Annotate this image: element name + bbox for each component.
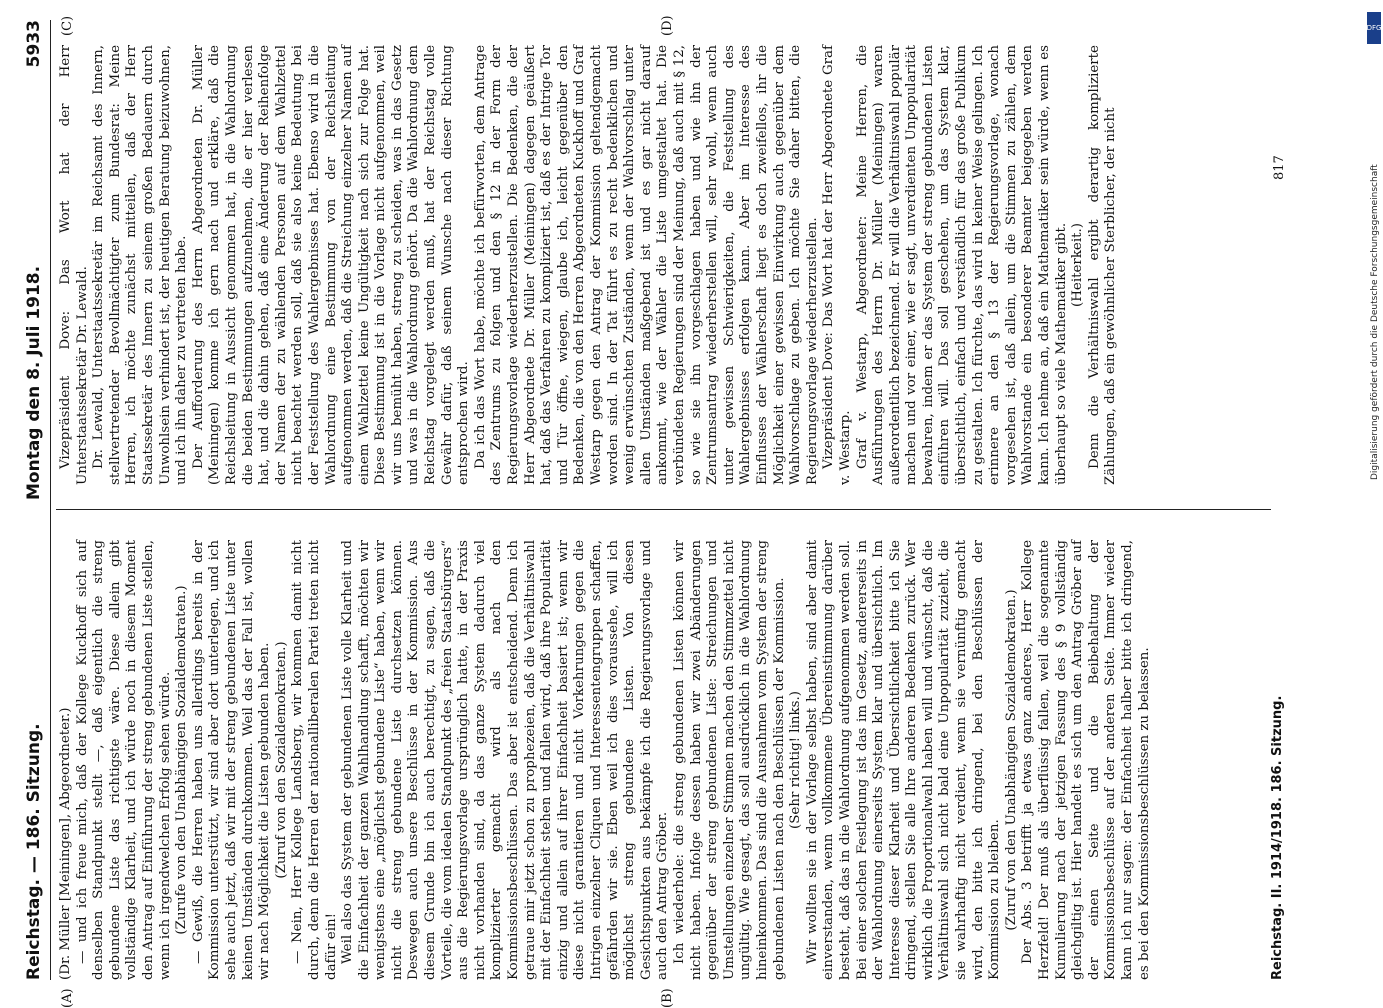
digitization-credit [1370,60,1383,480]
dfg-logo: DFG [1367,12,1381,44]
digitization-credit-text: Digitalisierung gefördert durch die Deutsche Forschungsgemeinschaft [1370,164,1380,480]
paragraph: Vizepräsident Dove: Das Wort hat der Herr Unterstaatssekretär Dr. Lewald. [58,45,90,485]
margin-marker-a: (A) [60,988,75,1008]
interjection: (Zurufe von den Unabhängigen Sozialdemokraten.) [174,585,190,935]
column-divider [56,509,1271,510]
interjection: (Zuruf von den Unabhängigen Sozialdemokraten.) [1003,589,1019,931]
paragraph: — Nein, Herr Kollege Landsberg, wir kommen damit nicht durch, denn die Herren der nationalliberalen Partei treten nicht dafür ein! [290,540,339,980]
paragraph: — Gewiß, die Herren haben uns allerdings bereits in der Kommission unterstützt, wir sind aber dort unterlegen, und ich sehe auch jetzt, daß wir mit der streng gebundenen Liste unter keinen Umständen durchkommen. Weil das der Fall ist, wollen wir nach Möglichkeit die Listen gebunden haben. [190,540,273,980]
paragraph: Ich wiederhole: die streng gebundenen Listen können wir nicht haben. Infolge dessen haben wir zwei Abänderungen gegenüber der streng gebundenen Liste: Streichungen und Umstellungen einzelner Stimmen machen den Stimmzettel nicht ungültig. Wie gesagt, das soll ausdrücklich in die Wahlordnung hineinkommen. Das sind die Ausnahmen vom System der streng gebundenen Listen nach den Beschlüssen der Kommission. [671,540,787,980]
paragraph: Weil also das System der gebundenen Liste volle Klarheit und die Einfachheit der ganzen Wahlhandlung schafft, möchten wir wenigstens eine „möglichst gebundene Liste“ haben, wenn wir nicht die streng gebundene Liste durchsetzen können. Deswegen auch unsere Beschlüsse in der Kommission. Aus diesem Grunde bin ich auch berechtigt, zu sagen, daß die Vorteile, die vom idealen Standpunkt des „freien Staatsbürgers“ aus die Regierungsvorlage ursprünglich hatte, in der Praxis nicht vorhanden sind, da das ganze System dadurch viel komplizierter gemacht wird als nach den Kommissionsbeschlüssen. Das aber ist entscheidend. Denn ich getraue mir jetzt schon zu prophezeien, daß die Verhältniswahl mit der Einfachheit stehen und fallen wird, daß ihre Popularität einzig und allein auf ihrer Einfachheit basiert ist; wenn wir diese nicht garantieren und nicht Vorkehrungen gegen die Intrigen einzelner Cliquen und Interessentengruppen schaffen, gefährden wir sie. Eben weil ich dies voraussehe, will ich möglichst streng gebundene Listen. Von diesen Gesichtspunkten aus bekämpfe ich die Regierungsvorlage und auch den Antrag Gröber. [340,540,671,980]
paragraph: Der Aufforderung des Herrn Abgeordneten Dr. Müller (Meiningen) komme ich gern nach und erkläre, daß die Reichsleitung in Aussicht genommen hat, in die Wahlordnung die beiden Bestimmungen aufzunehmen, die er hier verlesen hat, und die dahin gehen, daß eine Änderung der Reihenfolge der Namen der zu wählenden Personen auf dem Wahlzettel nicht beachtet werden soll, daß sie also keine Bedeutung bei der Feststellung des Wahlergebnisses hat. Ebenso wird in die Wahlordnung eine Bestimmung von der Reichsleitung aufgenommen werden, daß die Streichung einzelner Namen auf einem Wahlzettel keine Ungültigkeit nach sich zur Folge hat. Diese Bestimmung ist in die Vorlage nicht aufgenommen, weil wir uns bemüht haben, streng zu scheiden, was in das Gesetz und was in die Wahlordnung gehört. Da die Wahlordnung dem Reichstag vorgelegt werden muß, hat der Reichstag volle Gewähr dafür, daß seinem Wunsche nach dieser Richtung entsprochen wird. [190,45,472,485]
interjection: (Heiterkeit.) [1070,223,1086,307]
paragraph: Vizepräsident Dove: Das Wort hat der Herr Abgeordnete Graf v. Westarp. [821,45,853,485]
header-left: Reichstag. — 186. Sitzung. [24,723,44,980]
left-column [58,540,1153,980]
paragraph: Graf v. Westarp, Abgeordneter: Meine Herren, die Ausführungen des Herrn Dr. Müller (Meiningen) waren außerordentlich bezeichnend. Er will die Verhältniswahl populär machen und vor einer, wie er sagt, unverdienten Unpopularität bewahren, indem er das System der streng gebundenen Listen einführen will. Das soll geschehen, um das System klar, übersichtlich, einfach und verständlich für das große Publikum zu gestalten. Ich fürchte, das wird in keiner Weise gelingen. Ich erinnere an den § 13 der Regierungsvorlage, wonach vorgesehen ist, daß allein, um die Stimmen zu zählen, dem Wahlvorstande ein besonderer Beamter beigegeben werden kann. Ich nehme an, daß ein Mathematiker sein würde, wenn es überhaupt so viele Mathematiker gibt. [854,45,1069,485]
paragraph: — und ich freue mich, daß der Kollege Kuckhoff sich auf denselben Standpunkt stellt —, daß eigentlich die streng gebundene Liste das richtigste wäre. Diese allein gibt vollständige Klarheit, und ich würde noch in diesem Moment den Antrag auf Einführung der streng gebundenen Liste stellen, wenn ich irgendwelchen Erfolg sehen würde. [74,540,173,980]
page-footer [1270,500,1285,980]
paragraph: Wir wollten sie in der Vorlage selbst haben, sind aber damit einverstanden, wenn vollkommene Übereinstimmung darüber besteht, daß das in die Wahlordnung aufgenommen werden soll. Bei einer solchen Festlegung ist das im Gesetz, andererseits in der Wahlordnung einerseits System klar und übersichtlich. Im Interesse dieser Klarheit und Übersichtlichkeit bitte ich Sie dringend, stellen Sie alle Ihre anderen Bedenken zurück. Wer wirklich die Proportionalwahl haben will und wünscht, daß die Verhältniswahl sich nicht bald eine Unpopularität zuzieht, die sie wahrhaftig nicht verdient, wenn sie vernünftig gemacht wird, den bitte ich dringend, bei den Beschlüssen der Kommission zu bleiben. [804,540,1003,980]
paragraph: Denn die Verhältniswahl ergibt derartig komplizierte Zählungen, daß ein gewöhnlicher Sterblicher, der nicht [1086,45,1119,485]
paragraph: Dr. Lewald, Unterstaatssekretär im Reichsamt des Innern, stellvertretender Bevollmächtigter zum Bundesrat: Meine Herren, ich möchte zunächst mitteilen, daß der Herr Staatssekretär des Innern zu seinem großen Bedauern durch Unwohlsein verhindert ist, der heutigen Beratung beizuwohnen, und ich ihn daher zu vertreten habe. [91,45,190,485]
header-rule [50,20,51,980]
interjection: (Sehr richtig! links.) [788,691,804,829]
page-number: 5933 [24,20,44,68]
paragraph: Der Abs. 3 betrifft ja etwas ganz anderes, Herr Kollege Herzfeld! Der muß als überflüssig fallen, weil die sogenannte Kumulierung nach der jetzigen Fassung des § 9 vollständig gleichgiltig ist. Hier handelt es sich um den Antrag Gröber auf der einen Seite und die Beibehaltung der Kommissionsbeschlüsse auf der anderen Seite. Immer wieder kann ich nur sagen: der Einfachheit halber bitte ich dringend, es bei den Kommissionsbeschlüssen zu belassen. [1020,540,1152,980]
right-column [58,45,1120,485]
footer-page-number: 817 [1272,155,1287,180]
speaker-continuation: (Dr. Müller [Meiningen], Abgeordneter.) [58,707,73,980]
header-center: Montag den 8. Juli 1918. [24,265,44,500]
margin-marker-c: (C) [60,15,75,36]
rotated-document-page [20,15,1360,1008]
footer-volume: Reichstag. II. 1914/1918. 186. Sitzung. [1270,695,1285,980]
page-header [20,20,48,980]
margin-marker-d: (D) [660,15,675,36]
interjection: (Zuruf von den Sozialdemokraten.) [273,641,289,879]
margin-marker-b: (B) [660,988,675,1008]
paragraph: Da ich das Wort habe, möchte ich befürworten, dem Antrage des Zentrums zu folgen und den § 12 in der Form der Regierungsvorlage wiederherzustellen. Die Bedenken, die der Herr Abgeordnete Dr. Müller (Meiningen) dagegen geäußert hat, daß das Verfahren zu kompliziert ist, daß es der Intrige Tor und Tür öffne, wiegen, glaube ich, leicht gegenüber den Bedenken, die von den Herren Abgeordneten Kuckhoff und Graf Westarp gegen den Antrag der Kommission geltendgemacht worden sind. In der Tat führt es zu recht bedenklichen und wenig erwünschten Zuständen, wenn der Wahlvorschlag unter allen Umständen maßgebend ist und es gar nicht darauf ankommt, wie der Wähler die Liste umgestaltet hat. Die verbündeten Regierungen sind der Meinung, daß auch mit § 12, so wie sie ihn vorgeschlagen haben und wie ihn der Zentrumsantrag wiederherstellen will, sehr wohl, wenn auch unter gewissen Schwierigkeiten, die Feststellung des Wahlergebnisses erfolgen kann. Aber im Interesse des Einflusses der Wählerschaft liegt es doch zweifellos, ihr die Möglichkeit einer gewissen Einwirkung auch gegenüber dem Wahlvorschlage zu geben. Ich möchte Sie daher bitten, die Regierungsvorlage wiederherzustellen. [472,45,820,485]
